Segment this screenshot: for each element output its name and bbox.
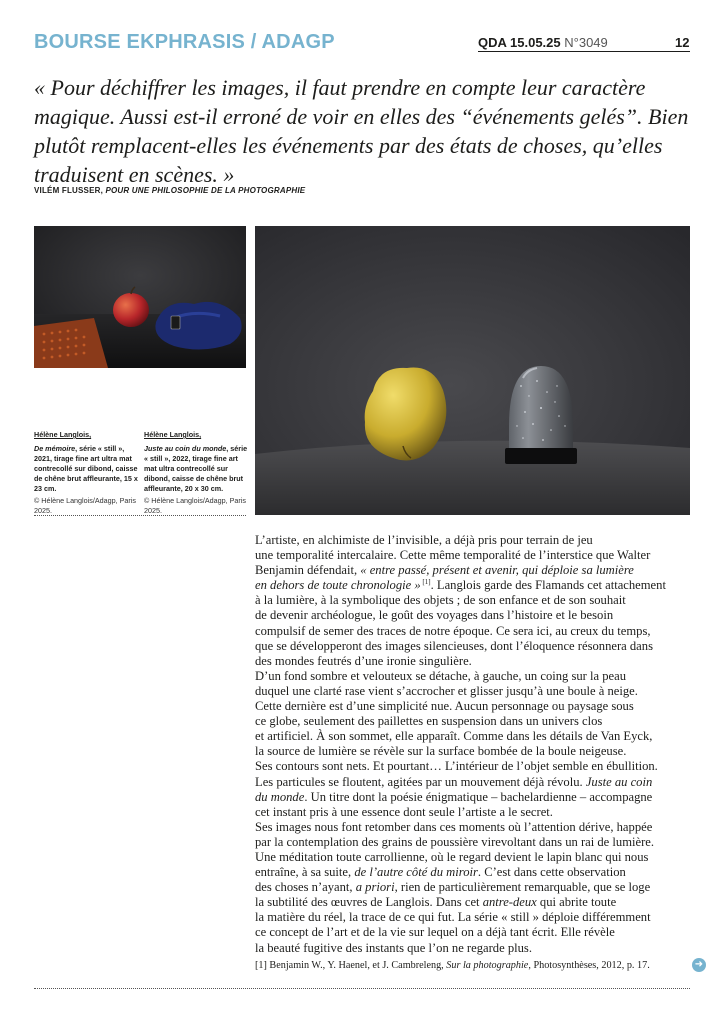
article-line <box>255 533 695 548</box>
caption-artist: Hélène Langlois, <box>34 430 92 439</box>
article-emphasis: de l’autre côté du miroir <box>354 865 478 880</box>
article-line <box>255 729 695 744</box>
article-text: ce globe, seulement des paillettes en suspension dans un univers clos <box>255 714 603 729</box>
article-emphasis: « entre passé, présent et avenir, qui déploie sa lumière <box>360 563 634 578</box>
footer-divider <box>34 988 690 989</box>
publication-info <box>478 35 608 50</box>
quote-book: POUR UNE PHILOSOPHIE DE LA PHOTOGRAPHIE <box>105 186 306 195</box>
article-text: ce concept de l’art et de la vie sur lequel on a déjà tant écrit. Elle révèle <box>255 925 615 940</box>
quote-author: VILÉM FLUSSER, <box>34 186 104 195</box>
article-text: L’artiste, en alchimiste de l’invisible, a déjà pris pour terrain de jeu <box>255 533 593 547</box>
article-text: . Langlois garde des Flamands cet attachement <box>430 578 666 593</box>
caption-credit: © Hélène Langlois/Adagp, Paris 2025. <box>144 496 246 515</box>
article-line <box>255 820 695 835</box>
article-line <box>255 895 695 910</box>
article-text: Benjamin défendait, <box>255 563 361 578</box>
artwork-photo-juste-au-coin-du-monde <box>255 226 690 515</box>
article-line <box>255 865 695 880</box>
article-line <box>255 548 695 563</box>
section-title: BOURSE EKPHRASIS / ADAGP <box>34 31 335 53</box>
article-line <box>255 790 695 805</box>
footnote-prefix: [1] Benjamin W., Y. Haenel, et J. Cambreleng, <box>255 960 447 971</box>
article-line <box>255 563 695 578</box>
article-line <box>255 578 695 593</box>
article-line <box>255 835 695 850</box>
article-text: cet instant pris à une essence dont seule l’artiste a le secret. <box>255 804 553 819</box>
publication-date: QDA 15.05.25 <box>478 35 561 50</box>
article-line <box>255 775 695 790</box>
article-line <box>255 910 695 925</box>
article-text: Cette dernière est d’une simplicité nue. Aucun personnage ou paysage sous <box>255 699 634 714</box>
article-line <box>255 744 695 759</box>
article-line <box>255 880 695 895</box>
footnote <box>255 960 695 971</box>
article-text: par la contemplation des grains de poussière virevoltant dans un rai de lumière. <box>255 834 655 849</box>
pull-quote: « Pour déchiffrer les images, il faut prendre en compte leur caractère magique. Aussi est-il erroné de voir en elles des “événements gelés”. Bien plutôt remplacent-elles les événements par des états de choses, qu’elles traduisent en scènes. » <box>34 75 689 187</box>
article-text: et artificiel. À son sommet, elle apparaît. Comme dans les détails de Van Eyck, <box>255 729 653 744</box>
article-text: que se développeront des images silencieuses, dont l’éloquence résonnera dans <box>255 638 653 653</box>
caption-juste-au-coin-du-monde <box>144 430 249 516</box>
article-text: des mondes feutrés d’une ironie singulière. <box>255 653 472 668</box>
article-line <box>255 925 695 940</box>
quince-snowglobe-image <box>255 226 690 515</box>
article-text: la source de lumière se révèle sur la surface bombée de la boule neigeuse. <box>255 744 627 759</box>
issue-number: N°3049 <box>564 35 608 50</box>
footnote-ref: [1] <box>420 578 431 587</box>
article-body <box>255 533 695 956</box>
article-text: D’un fond sombre et velouteux se détache, à gauche, un coing sur la peau <box>255 668 627 683</box>
article-line <box>255 669 695 684</box>
article-emphasis: Juste au coin <box>585 774 653 789</box>
article-line <box>255 941 695 956</box>
article-text: Une méditation toute carrollienne, où le regard devient le lapin blanc qui nous <box>255 849 649 864</box>
article-line <box>255 593 695 608</box>
article-text: la beauté fugitive des instants que l’on ne regarde plus. <box>255 940 532 955</box>
article-text: à la lumière, à la symbolique des objets ; de son enfance et de son souhait <box>255 593 626 608</box>
caption-de-memoire <box>34 430 139 516</box>
article-text: une temporalité intercalaire. Cette même temporalité de l’interstice que Walter <box>255 548 651 563</box>
article-text: de devenir archéologue, le goût des voyages dans l’histoire et le besoin <box>255 608 614 623</box>
header-divider <box>478 51 690 52</box>
article-line <box>255 639 695 654</box>
article-emphasis: antre-deux <box>482 895 537 910</box>
article-emphasis: du monde <box>255 789 305 804</box>
article-line <box>255 654 695 669</box>
article-emphasis: a priori <box>355 880 395 895</box>
apple-still-life-image <box>34 226 246 368</box>
article-line <box>255 805 695 820</box>
quote-attribution <box>34 186 305 195</box>
article-text: Ses contours sont nets. Et pourtant… L’intérieur de l’objet semble en ébullition. <box>255 759 658 774</box>
article-line <box>255 684 695 699</box>
artwork-photo-de-memoire <box>34 226 246 368</box>
article-line <box>255 759 695 774</box>
article-line <box>255 624 695 639</box>
article-text: . Un titre dont la poésie énigmatique – bachelardienne – accompagne <box>304 789 653 804</box>
article-text: entraîne, à sa suite, <box>255 865 355 880</box>
article-text: Ses images nous font retomber dans ces moments où l’attention dérive, happée <box>255 819 653 834</box>
article-text: Les particules se floutent, agitées par un mouvement déjà révolu. <box>255 774 586 789</box>
article-text: . C’est dans cette observation <box>477 865 626 880</box>
article-line <box>255 714 695 729</box>
article-text: la subtilité des œuvres de Langlois. Dans cet <box>255 895 483 910</box>
caption-artist: Hélène Langlois, <box>144 430 202 439</box>
article-text: duquel une clarté rase vient s’accrocher et glisser jusqu’à une boule à neige. <box>255 683 638 698</box>
arrow-right-circle-icon[interactable]: ➜ <box>692 958 706 972</box>
article-text: compulsif de semer des traces de notre époque. Ce sera ici, au creux du temps, <box>255 623 651 638</box>
article-text: des choses n’ayant, <box>255 880 356 895</box>
footnote-suffix: , Photosynthèses, 2012, p. 17. <box>528 960 650 971</box>
article-line <box>255 699 695 714</box>
article-text: , rien de particulièrement remarquable, que se loge <box>394 880 651 895</box>
caption-work-title: Juste au coin du monde <box>144 444 227 453</box>
caption-divider <box>34 515 246 516</box>
article-text: la matière du réel, la trace de ce qui fut. La série « still » déploie différemment <box>255 910 651 925</box>
caption-credit: © Hélène Langlois/Adagp, Paris 2025. <box>34 496 136 515</box>
page-number: 12 <box>675 35 690 50</box>
caption-details: , série « still », 2022, tirage fine art mat ultra contrecollé sur dibond, caisse de chêne brut affleurante, 20 x 30 cm. <box>144 444 248 493</box>
article-line <box>255 850 695 865</box>
footnote-title: Sur la photographie <box>446 960 529 971</box>
caption-details: , série « still », 2021, tirage fine art ultra mat contrecollé sur dibond, caisse de chêne brut affleurante, 15 x 23 cm. <box>34 444 138 493</box>
caption-work-title: De mémoire <box>34 444 76 453</box>
article-line <box>255 608 695 623</box>
article-emphasis: en dehors de toute chronologie » <box>255 578 421 593</box>
article-text: qui abrite toute <box>536 895 617 910</box>
